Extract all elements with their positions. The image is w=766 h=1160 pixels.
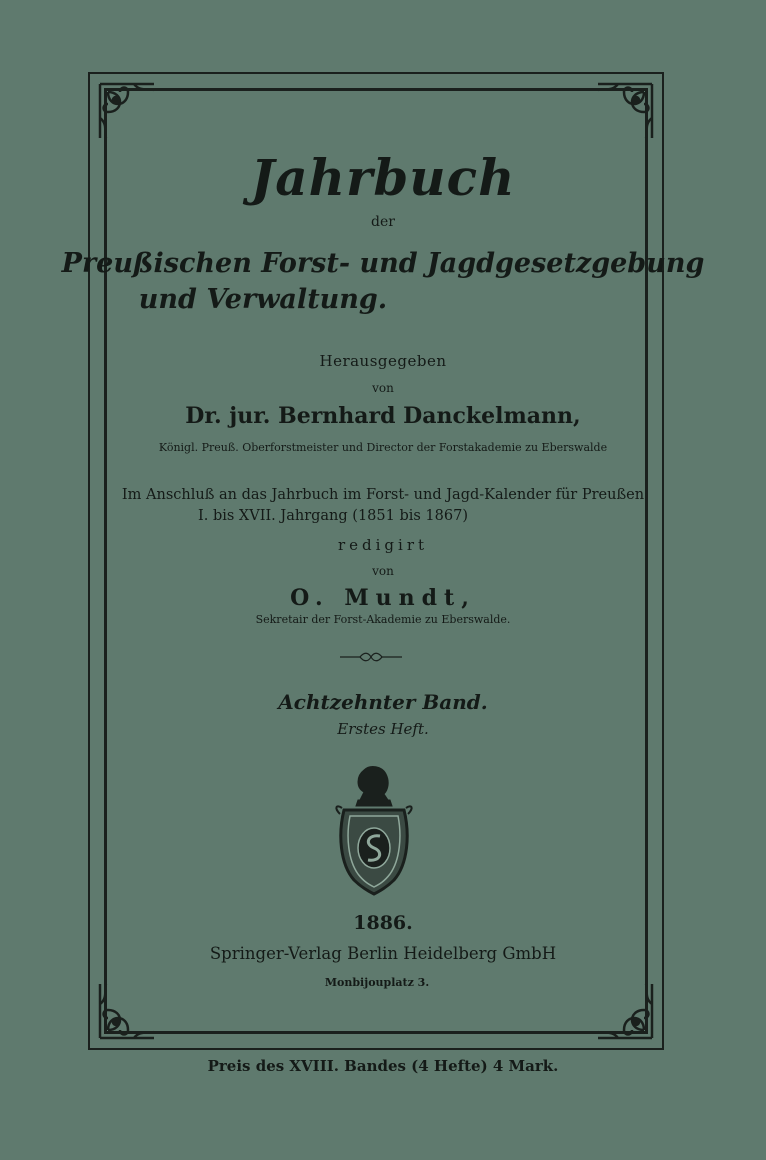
redigirt-label: redigirt	[337, 536, 429, 554]
subtitle-line-1: Preußischen Forst- und Jagdgesetzgebung	[61, 248, 705, 279]
continuation-line-2: I. bis XVII. Jahrgang (1851 bis 1867)	[198, 508, 468, 524]
publication-year: 1886.	[353, 912, 413, 934]
editor-role: Königl. Preuß. Oberforstmeister und Director der Forstakademie zu Eberswalde	[158, 441, 608, 454]
publisher-name: Springer-Verlag Berlin Heidelberg GmbH	[209, 944, 557, 963]
volume-label: Achtzehnter Band.	[278, 690, 488, 714]
price-note: Preis des XVIII. Bandes (4 Hefte) 4 Mark.	[207, 1057, 559, 1075]
edited-by-label: Herausgegeben	[319, 352, 447, 370]
coeditor-name: O. Mundt,	[290, 585, 476, 611]
springer-horse-logo-icon	[334, 764, 414, 898]
book-title: Jahrbuch	[250, 148, 516, 207]
continuation-line-1: Im Anschluß an das Jahrbuch im Forst- und Jagd-Kalender für Preußen	[121, 487, 645, 503]
von-label: von	[372, 381, 394, 395]
coeditor-role: Sekretair der Forst-Akademie zu Eberswalde.	[255, 613, 511, 626]
corner-ornament-icon	[588, 78, 658, 148]
title-connector: der	[371, 214, 395, 230]
von-label: von	[372, 564, 394, 578]
subtitle-line-2: und Verwaltung.	[138, 284, 388, 315]
editor-name: Dr. jur. Bernhard Danckelmann,	[185, 403, 581, 429]
divider-flourish-icon	[338, 647, 404, 657]
publisher-address: Monbijouplatz 3.	[324, 976, 430, 989]
corner-ornament-icon	[94, 78, 164, 148]
issue-label: Erstes Heft.	[337, 720, 429, 738]
